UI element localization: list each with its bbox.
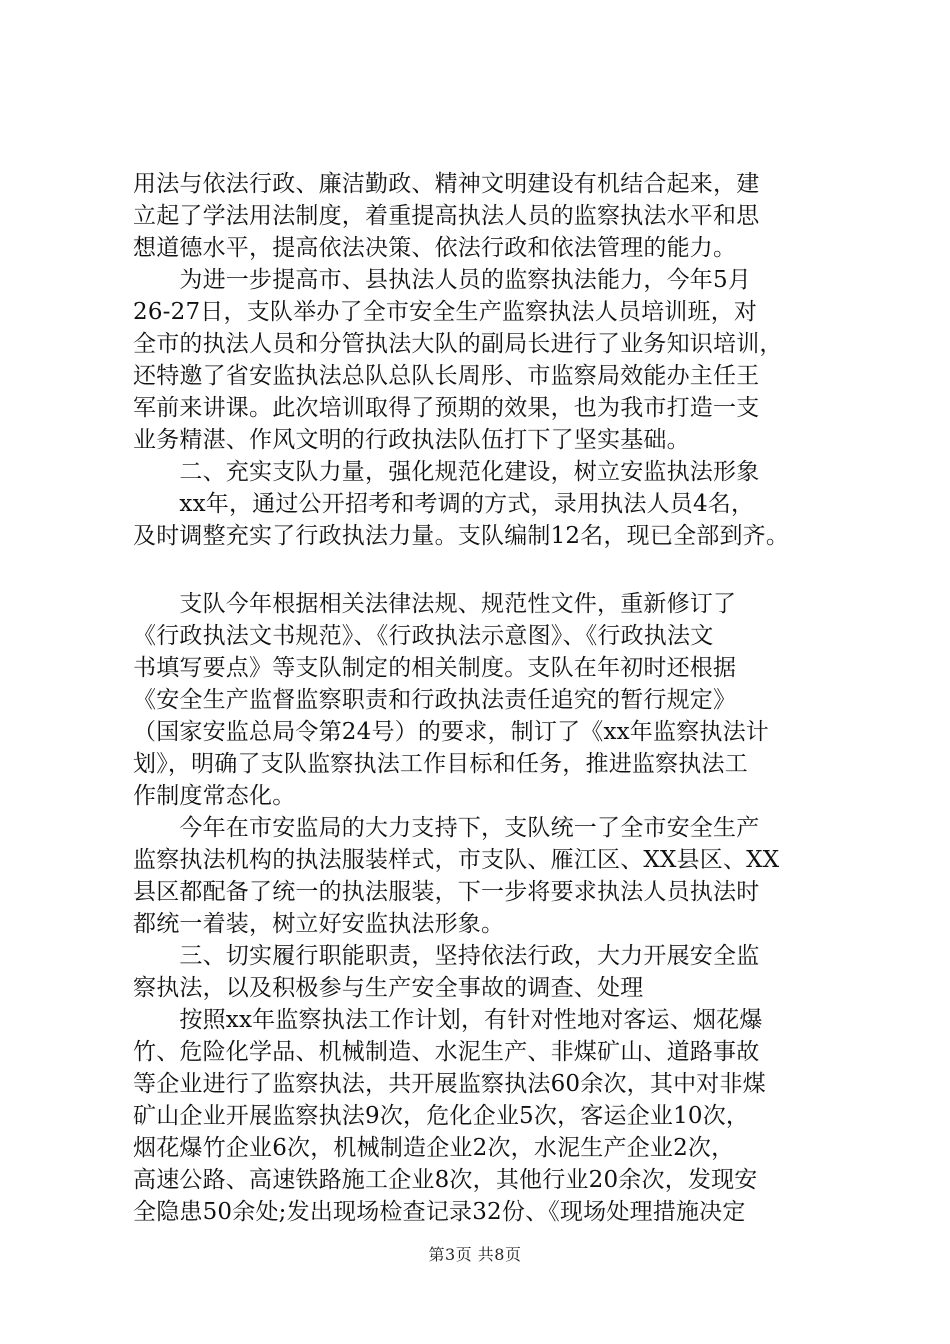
text-line: 监察执法机构的执法服装样式，市支队、雁江区、XX县区、XX [133,847,780,873]
text-line: 划》，明确了支队监察执法工作目标和任务，推进监察执法工 [133,751,748,777]
section-heading: 察执法，以及积极参与生产安全事故的调查、处理 [133,975,644,1001]
text-line: 今年在市安监局的大力支持下，支队统一了全市安全生产 [133,815,760,841]
text-line: 都统一着装，树立好安监执法形象。 [133,911,505,937]
text-line: （国家安监总局令第24号）的要求，制订了《xx年监察执法计 [133,719,770,745]
text-line: 烟花爆竹企业6次，机械制造企业2次，水泥生产企业2次， [133,1135,735,1161]
text-line: 书填写要点》等支队制定的相关制度。支队在年初时还根据 [133,655,737,681]
text-line: 26-27日，支队举办了全市安全生产监察执法人员培训班，对 [133,299,758,325]
text-line: 想道德水平，提高依法决策、依法行政和依法管理的能力。 [133,235,737,261]
text-line: 为进一步提高市、县执法人员的监察执法能力，今年5月 [133,267,752,293]
text-line: 立起了学法用法制度，着重提高执法人员的监察执法水平和思 [133,203,760,229]
text-line: 等企业进行了监察执法，共开展监察执法60余次，其中对非煤 [133,1071,766,1097]
paragraph-gap [133,552,833,588]
text-line: 军前来讲课。此次培训取得了预期的效果，也为我市打造一支 [133,395,760,421]
text-line: 全市的执法人员和分管执法大队的副局长进行了业务知识培训， [133,331,783,357]
text-line: xx年，通过公开招考和考调的方式，录用执法人员4名， [133,491,755,517]
text-line: 《行政执法文书规范》、《行政执法示意图》、《行政执法文 [133,623,714,649]
text-line: 全隐患50余处;发出现场检查记录32份、《现场处理措施决定 [133,1199,746,1225]
text-line: 用法与依法行政、廉洁勤政、精神文明建设有机结合起来，建 [133,171,760,197]
text-line: 按照xx年监察执法工作计划，有针对性地对客运、烟花爆 [133,1007,763,1033]
text-line: 及时调整充实了行政执法力量。支队编制12名，现已全部到齐。 [133,523,790,549]
section-heading: 三、切实履行职能职责，坚持依法行政，大力开展安全监 [133,943,760,969]
document-body [133,168,833,1228]
section-heading: 二、充实支队力量，强化规范化建设，树立安监执法形象 [133,459,760,485]
page-number-footer: 第3页 共8页 [428,1245,522,1264]
text-line: 业务精湛、作风文明的行政执法队伍打下了坚实基础。 [133,427,690,453]
text-line: 支队今年根据相关法律法规、规范性文件，重新修订了 [133,591,737,617]
text-line: 矿山企业开展监察执法9次，危化企业5次，客运企业10次， [133,1103,750,1129]
text-line: 竹、危险化学品、机械制造、水泥生产、非煤矿山、道路事故 [133,1039,760,1065]
text-line: 县区都配备了统一的执法服装，下一步将要求执法人员执法时 [133,879,760,905]
text-line: 还特邀了省安监执法总队总队长周彤、市监察局效能办主任王 [133,363,760,389]
text-line: 高速公路、高速铁路施工企业8次，其他行业20余次，发现安 [133,1167,758,1193]
text-line: 《安全生产监督监察职责和行政执法责任追究的暂行规定》 [133,687,737,713]
text-line: 作制度常态化。 [133,783,296,809]
